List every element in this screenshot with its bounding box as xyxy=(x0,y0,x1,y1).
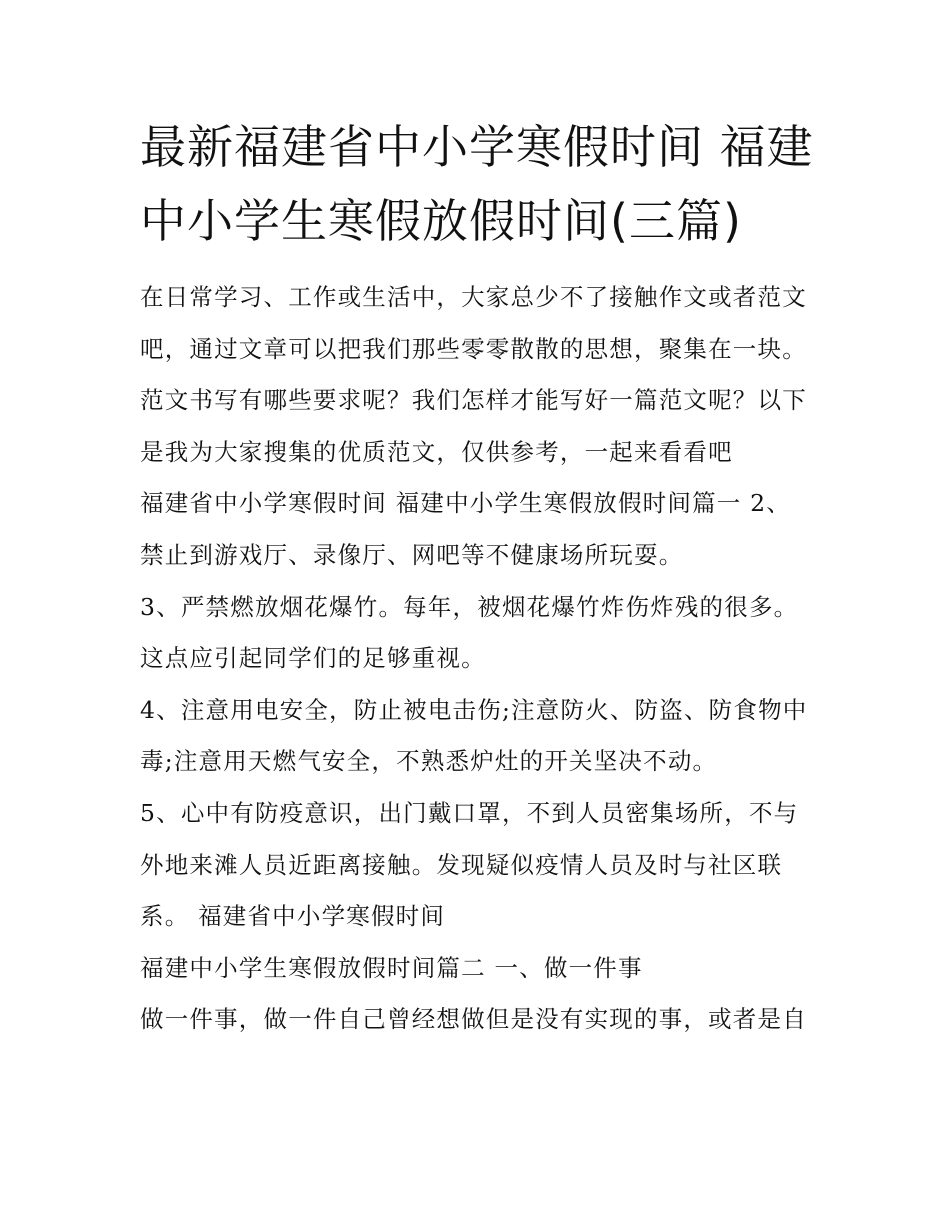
document-title: 最新福建省中小学寒假时间 福建中小学生寒假放假时间(三篇) xyxy=(140,120,814,248)
paragraph-item-4: 4、注意用电安全，防止被电击伤;注意防火、防盗、防食物中毒;注意用天燃气安全，不熟悉炉灶的开关坚决不动。 xyxy=(140,695,808,776)
paragraph-item-5: 5、心中有防疫意识，出门戴口罩，不到人员密集场所，不与外地来滩人员近距离接触。发现疑似疫情人员及时与社区联系。 福建省中小学寒假时间 xyxy=(140,798,799,931)
paragraph-part-two-body: 做一件事，做一件自己曾经想做但是没有实现的事，或者是自 xyxy=(140,1005,807,1034)
paragraph-part-one-item-2: 福建省中小学寒假时间 福建中小学生寒假放假时间篇一 2、禁止到游戏厅、录像厅、网吧等不健康场所玩耍。 xyxy=(140,489,791,569)
paragraph-intro: 在日常学习、工作或生活中，大家总少不了接触作文或者范文吧，通过文章可以把我们那些零零散散的思想，聚集在一块。范文书写有哪些要求呢？我们怎样才能写好一篇范文呢？以下是我为大家搜集的优质范文，仅供参考，一起来看看吧 xyxy=(140,283,807,466)
document-body xyxy=(140,272,815,1046)
document-page xyxy=(140,110,815,1046)
paragraph-item-3: 3、严禁燃放烟花爆竹。每年，被烟花爆竹炸伤炸残的很多。这点应引起同学们的足够重视。 xyxy=(140,592,799,673)
paragraph-part-two-heading: 福建中小学生寒假放假时间篇二 一、做一件事 xyxy=(140,953,643,982)
